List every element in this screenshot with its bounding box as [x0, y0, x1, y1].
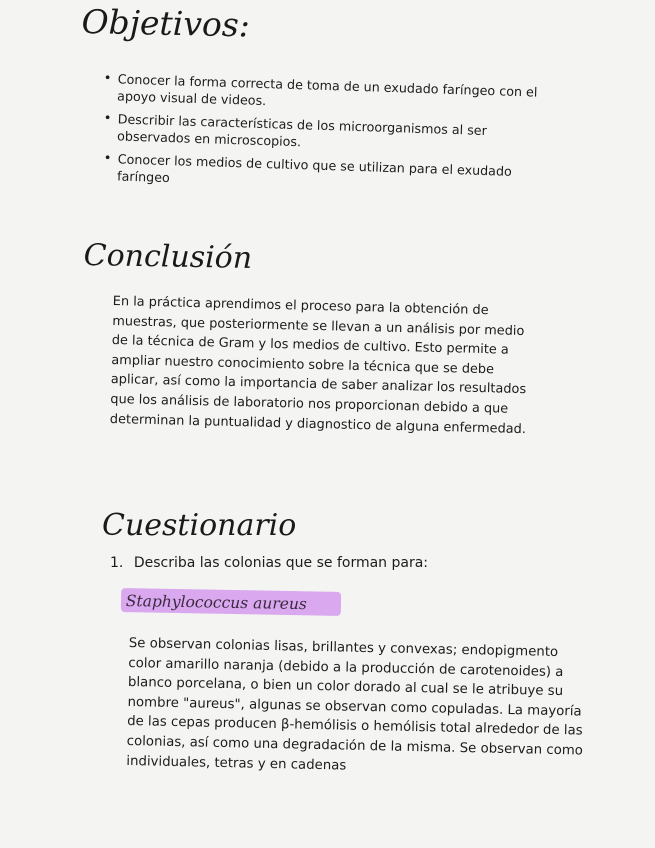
bullet-icon: • [103, 150, 112, 167]
objetivos-heading: Objetivos: [81, 2, 251, 45]
bullet-icon: • [103, 110, 112, 127]
question-number: 1. [110, 555, 124, 571]
objetivo-item [103, 70, 559, 118]
question-1 [110, 555, 428, 571]
conclusion-heading: Conclusión [83, 238, 253, 276]
objetivo-text: Conocer la forma correcta de toma de un exudado faríngeo con el apoyo visual de videos. [116, 71, 538, 109]
objetivo-item [103, 110, 559, 158]
objetivo-text: Describir las características de los microorganismos al ser observados en microscopios. [116, 111, 488, 150]
objetivo-text: Conocer los medios de cultivo que se utilizan para el exudado faríngeo [116, 151, 513, 186]
objetivos-list [104, 70, 559, 190]
question-text: Describa las colonias que se forman para: [133, 555, 429, 571]
conclusion-paragraph: En la práctica aprendimos el proceso para la obtención de muestras, que posteriormente se llevan a un análisis por medio de la técnica de Gram y los medios de cultivo. Esto permite a ampliar nuestro conocimiento sobre la técnica que se debe aplicar, así como la importancia de saber analizar los resultados que los análisis de laboratorio nos proporcionan debido a que determinan la puntualidad y diagnostico de alguna enfermedad. [109, 293, 527, 437]
bullet-icon: • [103, 70, 112, 87]
organism-name: Staphylococcus aureus [125, 592, 308, 614]
objetivo-item [103, 150, 559, 198]
answer-paragraph: Se observan colonias lisas, brillantes y convexas; endopigmento color amarillo naranja (debido a la producción de carotenoides) a blanco porcelana, o bien un color dorado al cual se le atribuye su nombre "aureus", algunas se observan como copuladas. La mayoría de las cepas producen β-hemólisis o hemólisis total alrededor de las colonias, así como una degradación de la misma. Se observan como individuales, tetras y en cadenas [126, 635, 584, 774]
cuestionario-heading: Cuestionario [102, 508, 297, 543]
